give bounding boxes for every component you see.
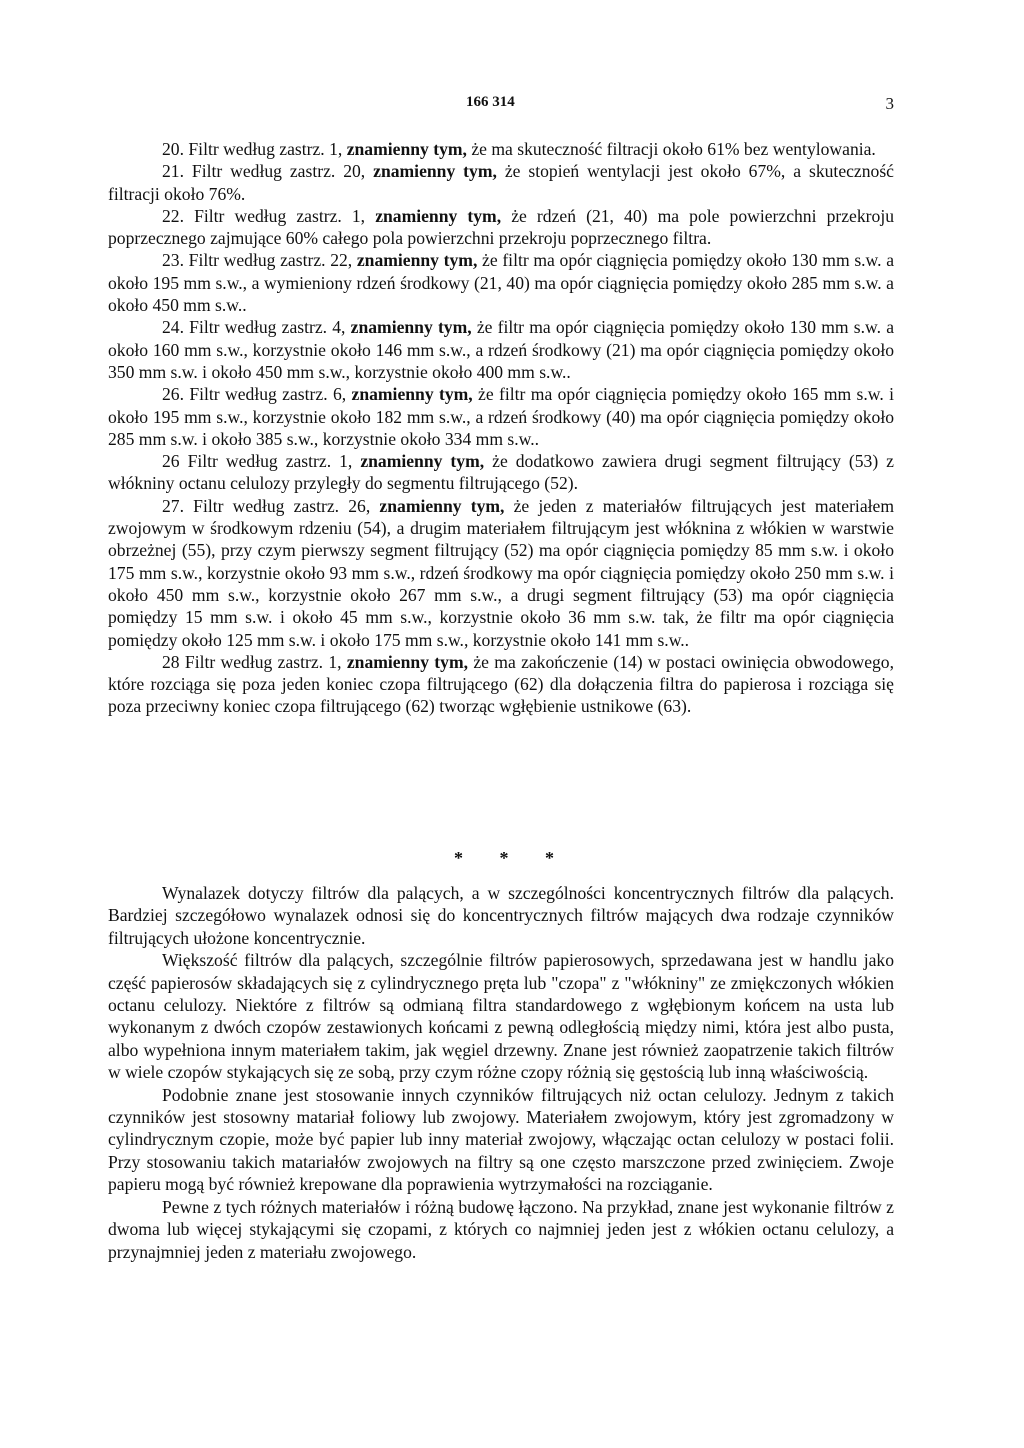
page-number: 3 (885, 94, 894, 113)
claim-text: że ma skuteczność filtracji około 61% bez wentylowania. (466, 139, 876, 159)
claim-lead: 27. Filtr według zastrz. 26, (162, 495, 380, 516)
claim-lead: 26. Filtr według zastrz. 6, (162, 384, 352, 405)
claim-text: że filtr ma opór ciągnięcia pomiędzy około 165 mm s.w. i około 195 mm s.w., korzystnie około 182 mm s.w., a rdzeń środkowy (40) ma opór ciągnięcia pomiędzy około 285 mm s.w. i około 385 s.w., korzystnie około 334 mm s.w.. (108, 384, 895, 449)
claim-keyword: znamienny tym, (373, 161, 497, 182)
description-paragraph: Większość filtrów dla palących, szczególnie filtrów papierosowych, sprzedawana jest w handlu jako część papierosów składających się z cylindrycznego pręta lub "czopa" z "włókniny" ze zmiękczonych włókien octanu celulozy. Niektóre z filtrów są odmianą filtra standardowego z wgłębionym końcem na usta lub wykonanym z dwóch czopów zestawionych końcami z pewną odległością między nimi, która jest albo pusta, albo wypełniona innym materiałem takim, jak węgiel drzewny. Znane jest również zaopatrzenie takich filtrów w wiele czopów stykających się ze sobą, przy czym różne czopy różnią się gęstością lub inną właściwością. (108, 950, 894, 1083)
claim-lead: 22. Filtr według zastrz. 1, (162, 205, 376, 226)
claim-paragraph (108, 138, 894, 160)
claim-keyword: znamienny tym, (346, 139, 467, 159)
claim-paragraph (108, 495, 894, 651)
claims-section (108, 138, 894, 718)
claim-keyword: znamienny tym, (350, 317, 472, 338)
description-paragraph: Pewne z tych różnych materiałów i różną budowę łączono. Na przykład, znane jest wykonanie filtrów z dwoma lub więcej stykającymi się czopami, z których co najmniej jeden jest z włókien octanu celulozy, a przynajmniej jeden z materiału zwojowego. (108, 1196, 894, 1262)
claim-paragraph (108, 160, 894, 205)
section-separator: * * * (454, 848, 570, 868)
claim-text: że filtr ma opór ciągnięcia pomiędzy około 130 mm s.w. a około 160 mm s.w., korzystnie około 146 mm s.w., a rdzeń środkowy (21) ma opór ciągnięcia pomiędzy około 350 mm s.w. i około 450 mm s.w., korzystnie około 400 mm s.w.. (108, 317, 895, 382)
claim-keyword: znamienny tym, (351, 384, 473, 405)
claim-paragraph (108, 450, 894, 495)
description-section (108, 882, 894, 1263)
claim-text: że rdzeń (21, 40) ma pole powierzchni przekroju poprzecznego zajmujące 60% całego pola powierzchni przekroju poprzecznego filtra. (108, 205, 895, 249)
description-paragraph: Podobnie znane jest stosowanie innych czynników filtrujących niż octan celulozy. Jednym z takich czynników jest stosowny matariał foliowy lub zwojowy. Materiałem zwojowym, który jest zgromadzony w cylindrycznym czopie, może być papier lub inny materiał zwojowy, włączając octan celulozy w postaci folii. Przy stosowaniu takich matariałów zwojowych na filtry są one często marszczone przed zwinięciem. Zwoje papieru mogą być również krepowane dla poprawienia wytrzymałości na rozciąganie. (108, 1084, 894, 1195)
claim-keyword: znamienny tym, (360, 451, 485, 472)
claim-text: że ma zakończenie (14) w postaci owinięcia obwodowego, które rozciąga się poza jeden koniec czopa filtrującego (62) dla dołączenia filtra do papierosa i rozciąga się poza przeciwny koniec czopa filtrującego (62) tworząc wgłębienie ustnikowe (63). (108, 651, 894, 717)
claim-text: że jeden z materiałów filtrujących jest materiałem zwojowym w środkowym rdzeniu (54), a drugim materiałem filtrującym jest włóknina z włókien w warstwie obrzeżnej (55), przy czym pierwszy segment filtrujący (52) ma opór ciągnięcia pomiędzy 85 mm s.w. i około 175 mm s.w., korzystnie około 93 mm s.w., rdzeń środkowy ma opór ciągnięcia pomiędzy około 250 mm s.w. i około 450 mm s.w., korzystnie około 267 mm s.w., a drugi segment filtrujący (53) ma opór ciągnięcia pomiędzy 15 mm s.w. i około 45 mm s.w., korzystnie około 36 mm s.w. tak, że filtr ma opór ciągnięcia pomiędzy około 125 mm s.w. i około 175 mm s.w., korzystnie około 141 mm s.w.. (108, 495, 895, 650)
claim-paragraph (108, 205, 894, 250)
claim-lead: 23. Filtr według zastrz. 22, (162, 250, 357, 271)
claim-lead: 24. Filtr według zastrz. 4, (162, 317, 351, 338)
claim-paragraph (108, 249, 894, 316)
claim-paragraph (108, 651, 894, 718)
claim-keyword: znamienny tym, (375, 205, 502, 226)
claim-text: że stopień wentylacji jest około 67%, a skuteczność filtracji około 76%. (108, 161, 894, 204)
claim-paragraph (108, 383, 894, 450)
patent-number: 166 314 (466, 94, 515, 110)
claim-keyword: znamienny tym, (379, 495, 505, 516)
claim-text: że dodatkowo zawiera drugi segment filtrujący (53) z włókniny octanu celulozy przyległy do segmentu filtrującego (52). (108, 451, 894, 494)
claim-lead: 20. Filtr według zastrz. 1, (162, 139, 347, 159)
claim-paragraph (108, 316, 894, 383)
claim-lead: 28 Filtr według zastrz. 1, (162, 651, 347, 672)
claim-keyword: znamienny tym, (356, 250, 478, 271)
claim-keyword: znamienny tym, (346, 651, 469, 672)
claim-lead: 26 Filtr według zastrz. 1, (162, 451, 361, 472)
page-header (108, 94, 894, 114)
claim-lead: 21. Filtr według zastrz. 20, (162, 161, 374, 182)
description-paragraph: Wynalazek dotyczy filtrów dla palących, a w szczególności koncentrycznych filtrów dla palących. Bardziej szczegółowo wynalazek odnosi się do koncentrycznych filtrów mających dwa rodzaje czynników filtrujących ułożone koncentrycznie. (108, 883, 894, 948)
claim-text: że filtr ma opór ciągnięcia pomiędzy około 130 mm s.w. a około 195 mm s.w., a wymieniony rdzeń środkowy (21, 40) ma opór ciągnięcia pomiędzy około 285 mm s.w. a około 450 mm s.w.. (108, 250, 895, 316)
